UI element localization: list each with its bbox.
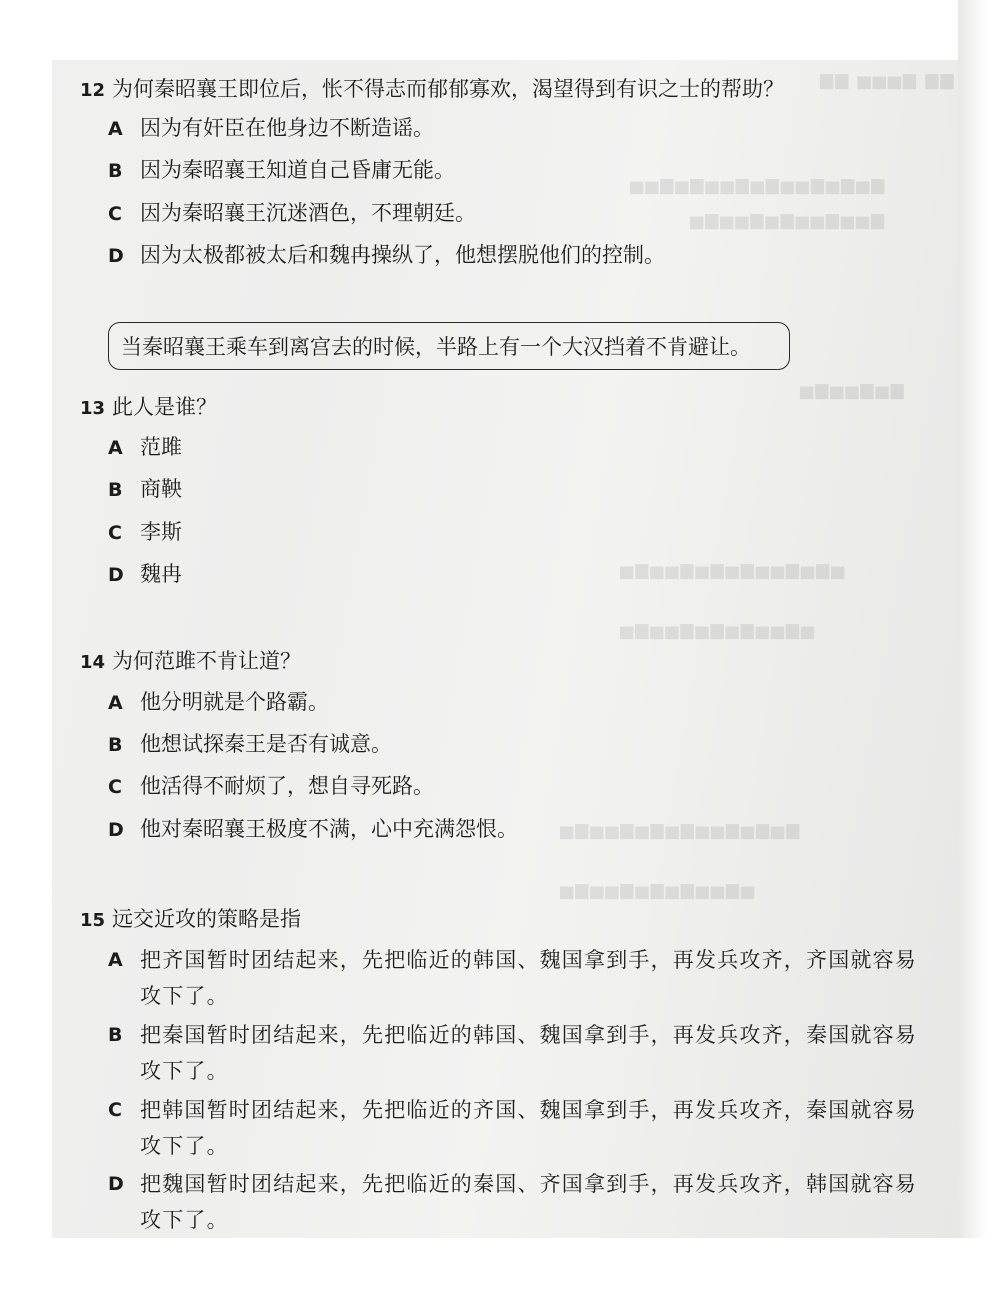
option-letter: A bbox=[108, 118, 123, 140]
option-text: 因为有奸臣在他身边不断造谣。 bbox=[140, 116, 434, 140]
option-letter: A bbox=[108, 692, 123, 714]
option-text: 范雎 bbox=[140, 435, 182, 459]
q15-option-d[interactable] bbox=[108, 1166, 928, 1238]
q12-option-c[interactable] bbox=[108, 198, 476, 229]
option-letter: D bbox=[108, 564, 124, 586]
option-letter: A bbox=[108, 437, 123, 459]
q14-option-c[interactable] bbox=[108, 771, 434, 802]
bleed-through-mark: ▅▆▅▅▆▅▆▅▆▅▅▆▅▆▅▆ bbox=[560, 820, 802, 840]
option-text: 他分明就是个路霸。 bbox=[140, 690, 329, 714]
question-number: 15 bbox=[80, 910, 106, 931]
q13-option-d[interactable] bbox=[108, 559, 182, 590]
question-text: 为何秦昭襄王即位后，怅不得志而郁郁寡欢，渴望得到有识之士的帮助？ bbox=[112, 77, 784, 101]
q12-option-a[interactable] bbox=[108, 113, 434, 144]
q15-option-a[interactable] bbox=[108, 942, 928, 1014]
option-letter: B bbox=[108, 1024, 123, 1046]
question-13 bbox=[80, 392, 217, 424]
bleed-through-mark: ▅▆▅▅▆▅▆▅▅▆▅▅▆ bbox=[690, 210, 886, 230]
bleed-through-mark: ▅▆▅▅▆▅▆▅▆▅▅▆▅ bbox=[620, 620, 816, 640]
option-letter: B bbox=[108, 734, 123, 756]
question-number: 12 bbox=[80, 80, 106, 101]
option-text: 他想试探秦王是否有诚意。 bbox=[140, 732, 392, 756]
q14-option-d[interactable] bbox=[108, 814, 518, 845]
question-text: 远交近攻的策略是指 bbox=[112, 907, 301, 931]
page-margin-bottom bbox=[0, 1238, 1000, 1291]
q14-option-b[interactable] bbox=[108, 729, 392, 760]
option-letter: D bbox=[108, 1173, 124, 1195]
q15-option-b[interactable] bbox=[108, 1017, 928, 1089]
option-letter: A bbox=[108, 949, 123, 971]
option-text: 把韩国暂时团结起来，先把临近的齐国、魏国拿到手，再发兵攻齐，秦国就容易攻下了。 bbox=[140, 1098, 917, 1158]
option-text: 他对秦昭襄王极度不满，心中充满怨恨。 bbox=[140, 817, 518, 841]
q13-option-c[interactable] bbox=[108, 517, 182, 548]
q12-option-d[interactable] bbox=[108, 240, 665, 271]
option-text: 把魏国暂时团结起来，先把临近的秦国、齐国拿到手，再发兵攻齐，韩国就容易攻下了。 bbox=[140, 1172, 917, 1232]
option-text: 因为太极都被太后和魏冉操纵了，他想摆脱他们的控制。 bbox=[140, 243, 665, 267]
question-text: 为何范雎不肯让道？ bbox=[112, 649, 301, 673]
option-letter: C bbox=[108, 203, 122, 225]
question-15 bbox=[80, 904, 301, 936]
question-14 bbox=[80, 646, 301, 678]
page-margin-left bbox=[0, 0, 52, 1291]
page-margin-right bbox=[958, 0, 1000, 1291]
option-text: 因为秦昭襄王知道自己昏庸无能。 bbox=[140, 158, 455, 182]
question-text: 此人是谁？ bbox=[112, 395, 217, 419]
option-text: 李斯 bbox=[140, 520, 182, 544]
q13-option-a[interactable] bbox=[108, 432, 182, 463]
option-letter: D bbox=[108, 245, 124, 267]
option-letter: B bbox=[108, 479, 123, 501]
bleed-through-mark: ▅▆▅▅▆▅▆▅▆▅▅▆▅▆▅ bbox=[620, 560, 847, 580]
q13-option-b[interactable] bbox=[108, 474, 182, 505]
page-margin-top bbox=[0, 0, 1000, 60]
option-letter: C bbox=[108, 522, 122, 544]
option-letter: C bbox=[108, 776, 122, 798]
bleed-through-mark: ▆▆ ▅▅▅▆ ▆▆ bbox=[820, 70, 956, 90]
question-number: 14 bbox=[80, 652, 106, 673]
question-12 bbox=[80, 74, 784, 106]
option-text: 把秦国暂时团结起来，先把临近的韩国、魏国拿到手，再发兵攻齐，秦国就容易攻下了。 bbox=[140, 1023, 917, 1083]
passage-box: 当秦昭襄王乘车到离宫去的时候，半路上有一个大汉挡着不肯避让。 bbox=[108, 322, 790, 370]
q12-option-b[interactable] bbox=[108, 155, 455, 186]
q15-option-c[interactable] bbox=[108, 1092, 928, 1164]
option-letter: D bbox=[108, 819, 124, 841]
option-text: 他活得不耐烦了，想自寻死路。 bbox=[140, 774, 434, 798]
option-letter: C bbox=[108, 1099, 122, 1121]
option-text: 魏冉 bbox=[140, 562, 182, 586]
bleed-through-mark: ▅▅▆▅▆▅▅▆▅▆▅▅▆▅▆▅▆ bbox=[630, 175, 887, 195]
option-text: 商鞅 bbox=[140, 477, 182, 501]
option-letter: B bbox=[108, 160, 123, 182]
q14-option-a[interactable] bbox=[108, 687, 329, 718]
bleed-through-mark: ▅▆▅▅▆▅▆ bbox=[800, 380, 906, 400]
option-text: 因为秦昭襄王沉迷酒色，不理朝廷。 bbox=[140, 201, 476, 225]
bleed-through-mark: ▅▆▅▅▆▅▆▅▆▅▅▆▅ bbox=[560, 880, 756, 900]
option-text: 把齐国暂时团结起来，先把临近的韩国、魏国拿到手，再发兵攻齐，齐国就容易攻下了。 bbox=[140, 948, 917, 1008]
question-number: 13 bbox=[80, 398, 106, 419]
